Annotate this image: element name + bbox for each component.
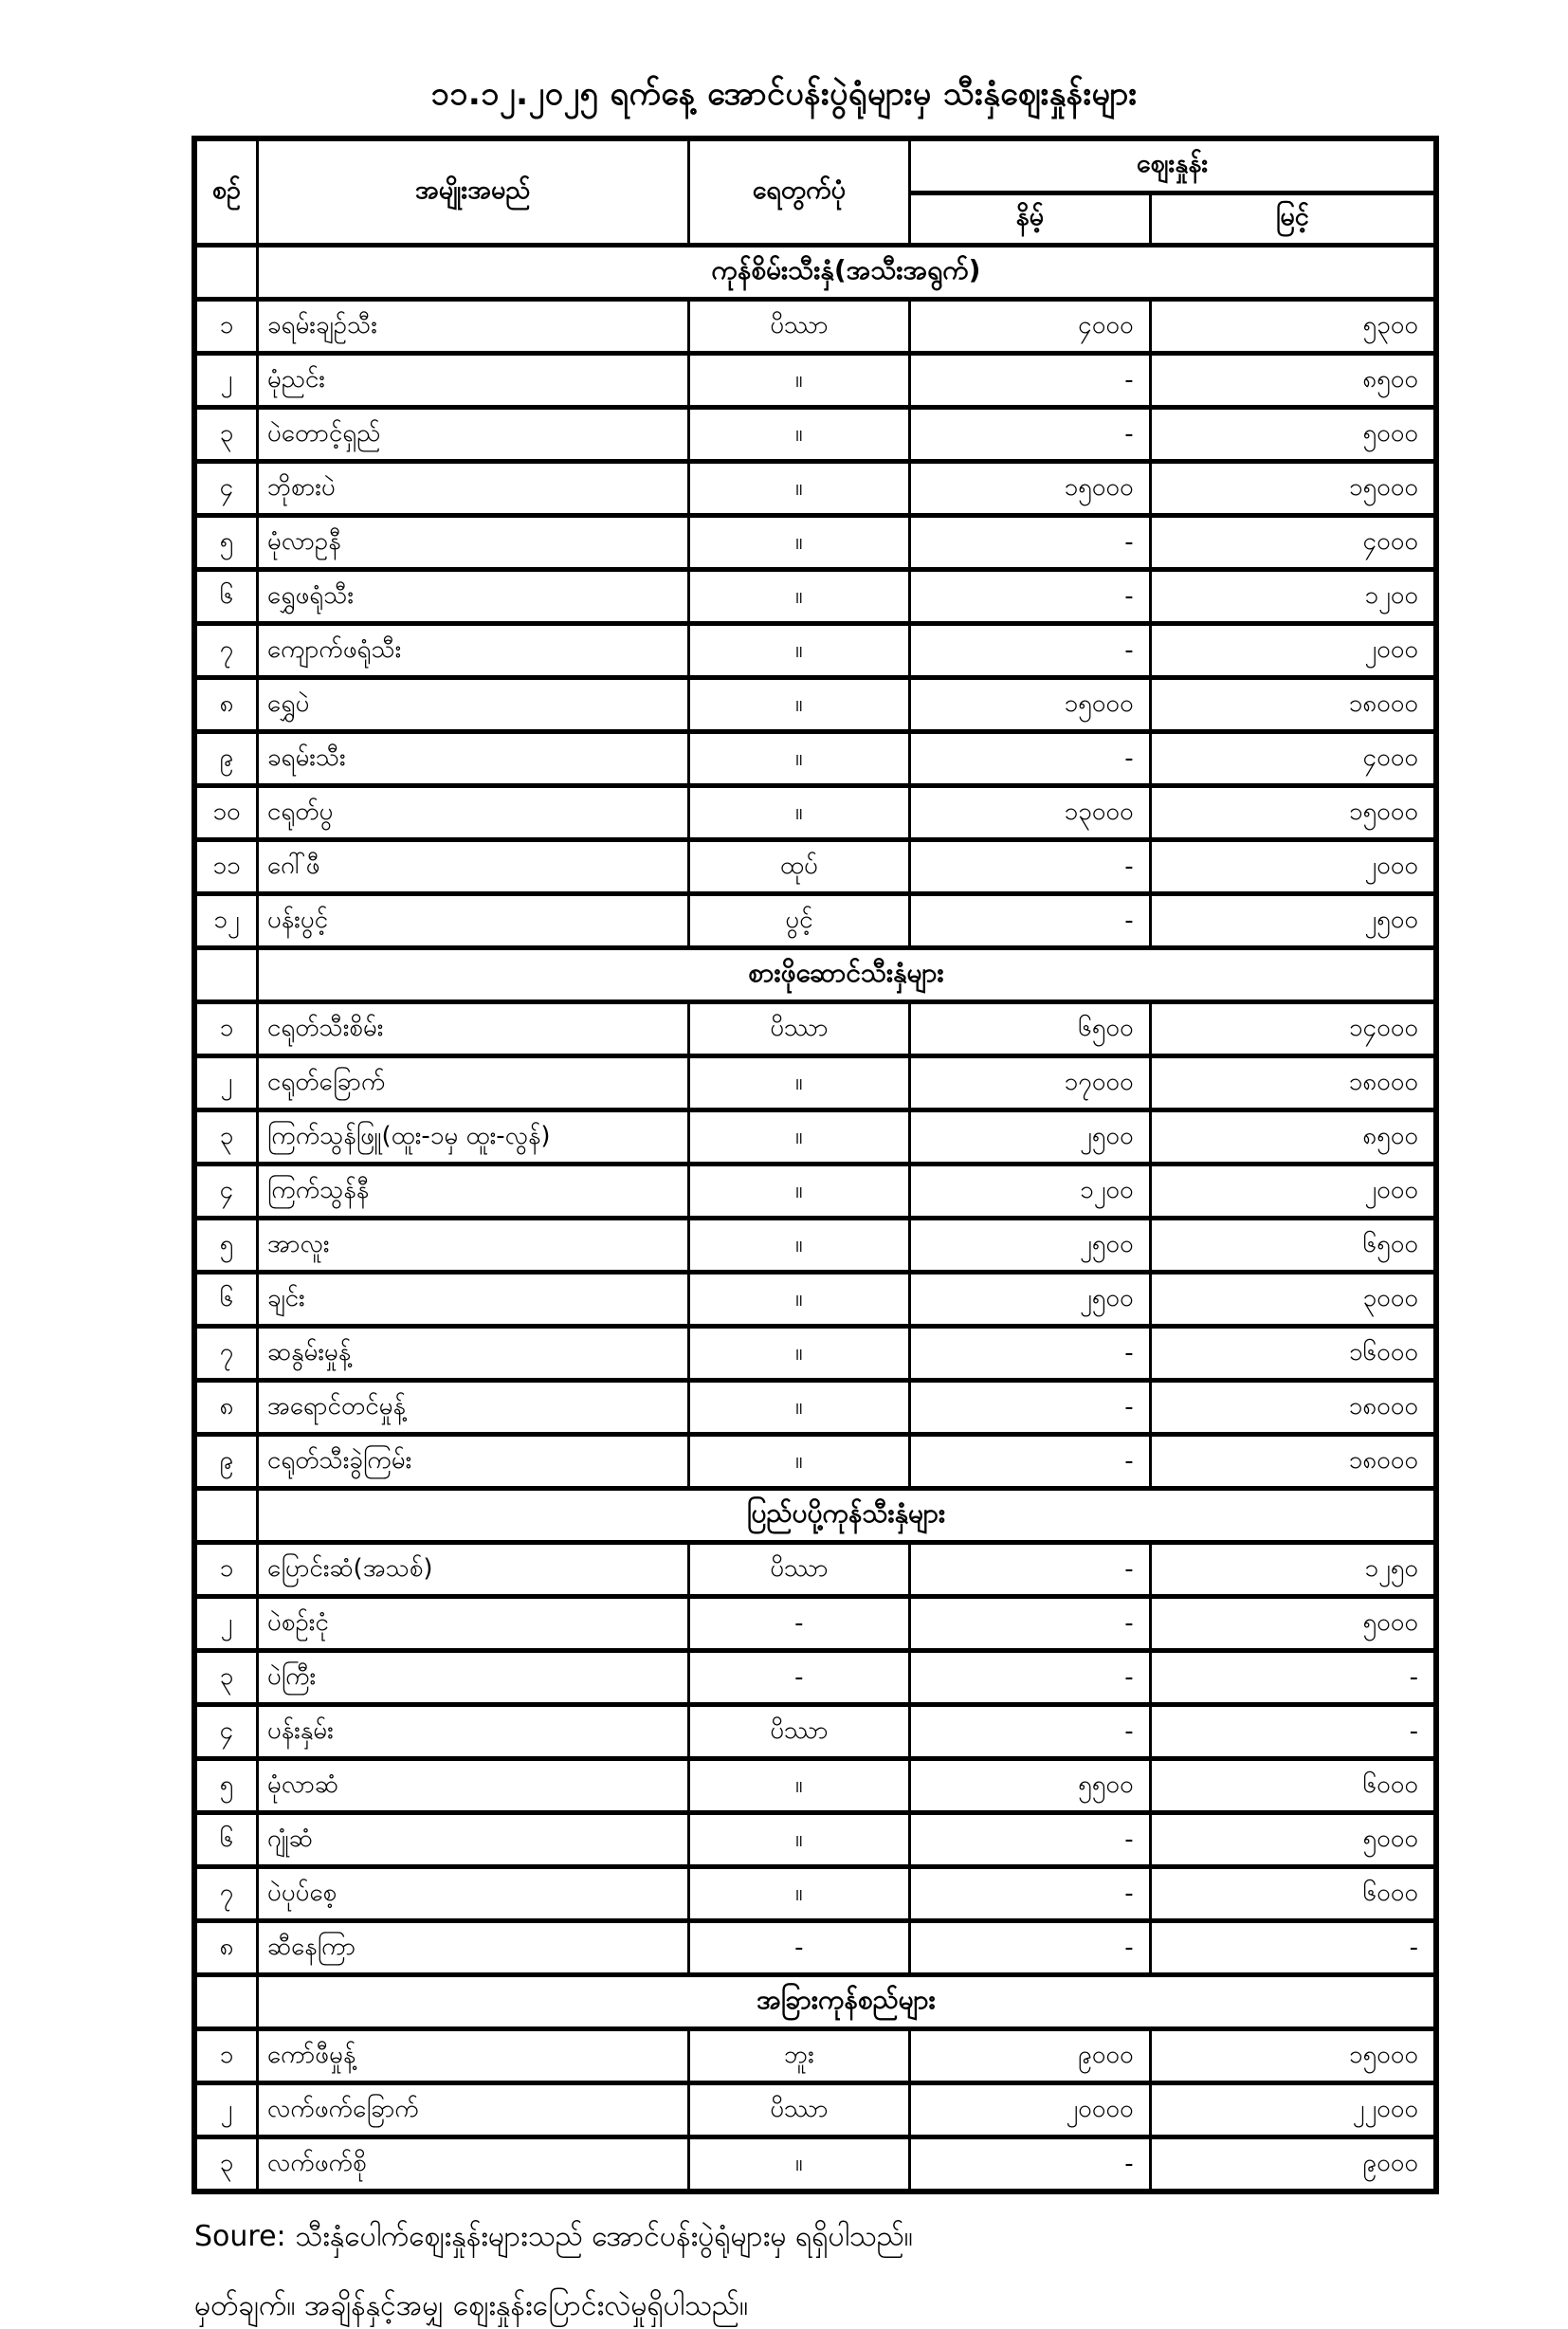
cell-no: ၅ bbox=[194, 1759, 257, 1813]
cell-high: ၂၀၀၀ bbox=[1150, 1164, 1436, 1219]
cell-name: ငရုတ်ပွ bbox=[257, 786, 688, 840]
cell-unit: ။ bbox=[688, 1110, 909, 1164]
cell-low: - bbox=[910, 1543, 1151, 1597]
column-header-price: ဈေးနှုန်း bbox=[910, 138, 1436, 193]
table-header bbox=[194, 138, 1436, 246]
table-row bbox=[194, 1056, 1436, 1110]
table-row bbox=[194, 1597, 1436, 1651]
cell-no: ၅ bbox=[194, 1219, 257, 1273]
section-title: အခြားကုန်စည်များ bbox=[257, 1975, 1436, 2029]
column-header-unit: ရေတွက်ပုံ bbox=[688, 138, 909, 246]
table-row bbox=[194, 408, 1436, 462]
page-title: ၁၁.၁၂.၂၀၂၅ ရက်နေ့ အောင်ပန်းပွဲရုံများမှ သီးနှံဈေးနှုန်းများ bbox=[430, 75, 1138, 113]
cell-low: ၁၂၀၀ bbox=[910, 1164, 1151, 1219]
cell-unit: ။ bbox=[688, 1219, 909, 1273]
cell-no: ၅ bbox=[194, 516, 257, 570]
cell-unit: ။ bbox=[688, 1273, 909, 1327]
cell-unit: ။ bbox=[688, 462, 909, 516]
cell-name: ကျောက်ဖရုံသီး bbox=[257, 624, 688, 678]
table-row bbox=[194, 1921, 1436, 1975]
table-row bbox=[194, 354, 1436, 408]
table-row bbox=[194, 570, 1436, 624]
cell-high: - bbox=[1150, 1651, 1436, 1705]
cell-no: ၁၁ bbox=[194, 840, 257, 894]
cell-no: ၃ bbox=[194, 1651, 257, 1705]
cell-unit: ။ bbox=[688, 1056, 909, 1110]
cell-unit: ။ bbox=[688, 624, 909, 678]
section-header-row bbox=[194, 948, 1436, 1002]
cell-name: အရောင်တင်မှုန့် bbox=[257, 1381, 688, 1435]
column-header-low: နိမ့် bbox=[910, 193, 1151, 246]
table-row bbox=[194, 1867, 1436, 1921]
cell-high: ၁၂၅၀ bbox=[1150, 1543, 1436, 1597]
table-row bbox=[194, 786, 1436, 840]
table-row bbox=[194, 2029, 1436, 2083]
cell-high: ၁၈၀၀၀ bbox=[1150, 1056, 1436, 1110]
cell-name: ဆနွမ်းမှုန့် bbox=[257, 1327, 688, 1381]
cell-name: ကြက်သွန်နီ bbox=[257, 1164, 688, 1219]
table-row bbox=[194, 624, 1436, 678]
cell-unit: ။ bbox=[688, 1813, 909, 1867]
cell-low: - bbox=[910, 1435, 1151, 1489]
cell-high: ၉၀၀၀ bbox=[1150, 2137, 1436, 2192]
cell-low: ၂၅၀၀ bbox=[910, 1110, 1151, 1164]
cell-unit: ။ bbox=[688, 1759, 909, 1813]
cell-no: ၁ bbox=[194, 1543, 257, 1597]
cell-high: ၅၀၀၀ bbox=[1150, 1813, 1436, 1867]
cell-name: ကော်ဖီမှုန့် bbox=[257, 2029, 688, 2083]
cell-unit: ။ bbox=[688, 2137, 909, 2192]
cell-low: - bbox=[910, 1651, 1151, 1705]
cell-unit: ပွင့် bbox=[688, 894, 909, 948]
table-row bbox=[194, 894, 1436, 948]
table-row bbox=[194, 678, 1436, 732]
section-no-cell bbox=[194, 1489, 257, 1543]
cell-low: - bbox=[910, 2137, 1151, 2192]
cell-no: ၆ bbox=[194, 1273, 257, 1327]
cell-no: ၃ bbox=[194, 408, 257, 462]
cell-low: - bbox=[910, 1813, 1151, 1867]
table-row bbox=[194, 840, 1436, 894]
cell-unit: ပိဿာ bbox=[688, 300, 909, 354]
cell-name: ကြက်သွန်ဖြူ(ထူး-၁မှ ထူး-လွန်) bbox=[257, 1110, 688, 1164]
section-title: ပြည်ပပို့ကုန်သီးနှံများ bbox=[257, 1489, 1436, 1543]
cell-low: - bbox=[910, 570, 1151, 624]
cell-name: ပြောင်းဆံ(အသစ်) bbox=[257, 1543, 688, 1597]
table-row bbox=[194, 300, 1436, 354]
cell-low: - bbox=[910, 1381, 1151, 1435]
cell-no: ၈ bbox=[194, 1921, 257, 1975]
cell-unit: ပိဿာ bbox=[688, 1002, 909, 1056]
table-row bbox=[194, 1327, 1436, 1381]
table-row bbox=[194, 1813, 1436, 1867]
cell-no: ၇ bbox=[194, 1867, 257, 1921]
cell-low: ၁၅၀၀၀ bbox=[910, 678, 1151, 732]
cell-low: - bbox=[910, 732, 1151, 786]
cell-low: - bbox=[910, 1597, 1151, 1651]
cell-name: ချင်း bbox=[257, 1273, 688, 1327]
cell-no: ၄ bbox=[194, 1164, 257, 1219]
cell-high: ၁၅၀၀၀ bbox=[1150, 786, 1436, 840]
cell-low: ၉၀၀၀ bbox=[910, 2029, 1151, 2083]
table-row bbox=[194, 2083, 1436, 2137]
cell-high: ၆၀၀၀ bbox=[1150, 1867, 1436, 1921]
cell-no: ၃ bbox=[194, 2137, 257, 2192]
cell-unit: ပိဿာ bbox=[688, 1543, 909, 1597]
cell-low: - bbox=[910, 408, 1151, 462]
column-header-no: စဉ် bbox=[194, 138, 257, 246]
cell-no: ၃ bbox=[194, 1110, 257, 1164]
cell-no: ၄ bbox=[194, 1705, 257, 1759]
cell-unit: - bbox=[688, 1921, 909, 1975]
cell-no: ၁၂ bbox=[194, 894, 257, 948]
section-header-row bbox=[194, 246, 1436, 300]
cell-high: - bbox=[1150, 1705, 1436, 1759]
table-body bbox=[194, 246, 1436, 2192]
cell-low: ၂၅၀၀ bbox=[910, 1219, 1151, 1273]
cell-high: ၆၅၀၀ bbox=[1150, 1219, 1436, 1273]
table-row bbox=[194, 1164, 1436, 1219]
cell-low: - bbox=[910, 516, 1151, 570]
cell-name: ပဲပုပ်စေ့ bbox=[257, 1867, 688, 1921]
cell-no: ၄ bbox=[194, 462, 257, 516]
cell-high: ၃၀၀၀ bbox=[1150, 1273, 1436, 1327]
cell-high: ၁၂၀၀ bbox=[1150, 570, 1436, 624]
cell-high: ၈၅၀၀ bbox=[1150, 354, 1436, 408]
section-header-row bbox=[194, 1975, 1436, 2029]
cell-name: ငရုတ်သီးစိမ်း bbox=[257, 1002, 688, 1056]
cell-high: ၁၄၀၀၀ bbox=[1150, 1002, 1436, 1056]
section-no-cell bbox=[194, 948, 257, 1002]
cell-name: မုံလာဥနီ bbox=[257, 516, 688, 570]
crop-price-table bbox=[191, 136, 1439, 2194]
cell-name: ပန်းပွင့် bbox=[257, 894, 688, 948]
cell-unit: ပိဿာ bbox=[688, 2083, 909, 2137]
cell-no: ၁ bbox=[194, 300, 257, 354]
table-row bbox=[194, 2137, 1436, 2192]
cell-high: ၁၅၀၀၀ bbox=[1150, 462, 1436, 516]
cell-high: ၆၀၀၀ bbox=[1150, 1759, 1436, 1813]
cell-unit: ။ bbox=[688, 1867, 909, 1921]
table-row bbox=[194, 732, 1436, 786]
cell-low: - bbox=[910, 624, 1151, 678]
cell-low: - bbox=[910, 354, 1151, 408]
cell-name: မုံညင်း bbox=[257, 354, 688, 408]
cell-no: ၇ bbox=[194, 624, 257, 678]
cell-high: ၅၀၀၀ bbox=[1150, 1597, 1436, 1651]
cell-unit: ဘူး bbox=[688, 2029, 909, 2083]
cell-unit: ။ bbox=[688, 1164, 909, 1219]
cell-unit: - bbox=[688, 1597, 909, 1651]
cell-name: အာလူး bbox=[257, 1219, 688, 1273]
cell-no: ၁ bbox=[194, 1002, 257, 1056]
section-title: ကုန်စိမ်းသီးနှံ(အသီးအရွက်) bbox=[257, 246, 1436, 300]
cell-name: ဆီနေကြာ bbox=[257, 1921, 688, 1975]
cell-no: ၈ bbox=[194, 678, 257, 732]
cell-name: ရွှေပဲ bbox=[257, 678, 688, 732]
cell-low: - bbox=[910, 1705, 1151, 1759]
cell-name: ရွှေဖရုံသီး bbox=[257, 570, 688, 624]
table-row bbox=[194, 1381, 1436, 1435]
footer bbox=[194, 2217, 1568, 2329]
remark-note: မှတ်ချက်။ အချိန်နှင့်အမျှ ဈေးနှုန်းပြောင်းလဲမှုရှိပါသည်။ bbox=[194, 2289, 749, 2322]
cell-low: ၁၃၀၀၀ bbox=[910, 786, 1151, 840]
cell-low: ၆၅၀၀ bbox=[910, 1002, 1151, 1056]
cell-low: - bbox=[910, 1867, 1151, 1921]
cell-name: ပဲတောင့်ရှည် bbox=[257, 408, 688, 462]
cell-high: ၄၀၀၀ bbox=[1150, 732, 1436, 786]
cell-name: ပန်းနှမ်း bbox=[257, 1705, 688, 1759]
table-row bbox=[194, 1705, 1436, 1759]
cell-name: ပဲစဉ်းငုံ bbox=[257, 1597, 688, 1651]
cell-unit: ။ bbox=[688, 408, 909, 462]
cell-no: ၂ bbox=[194, 354, 257, 408]
cell-low: ၂၀၀၀၀ bbox=[910, 2083, 1151, 2137]
cell-unit: ။ bbox=[688, 1381, 909, 1435]
table-row bbox=[194, 1002, 1436, 1056]
table-row bbox=[194, 516, 1436, 570]
table-row bbox=[194, 1219, 1436, 1273]
cell-low: ၅၅၀၀ bbox=[910, 1759, 1151, 1813]
table-row bbox=[194, 1543, 1436, 1597]
cell-high: ၂၅၀၀ bbox=[1150, 894, 1436, 948]
cell-no: ၇ bbox=[194, 1327, 257, 1381]
cell-no: ၂ bbox=[194, 2083, 257, 2137]
cell-no: ၆ bbox=[194, 1813, 257, 1867]
cell-no: ၉ bbox=[194, 732, 257, 786]
cell-low: - bbox=[910, 894, 1151, 948]
table-row bbox=[194, 1110, 1436, 1164]
table-row bbox=[194, 1651, 1436, 1705]
cell-unit: ။ bbox=[688, 1435, 909, 1489]
cell-high: ၁၈၀၀၀ bbox=[1150, 1435, 1436, 1489]
cell-name: မုံလာဆံ bbox=[257, 1759, 688, 1813]
cell-unit: ။ bbox=[688, 1327, 909, 1381]
cell-high: ၁၆၀၀၀ bbox=[1150, 1327, 1436, 1381]
cell-unit: ပိဿာ bbox=[688, 1705, 909, 1759]
cell-no: ၆ bbox=[194, 570, 257, 624]
cell-name: လက်ဖက်ခြောက် bbox=[257, 2083, 688, 2137]
cell-high: ၂၂၀၀၀ bbox=[1150, 2083, 1436, 2137]
cell-name: ဂေါ်ဖီ bbox=[257, 840, 688, 894]
cell-high: ၂၀၀၀ bbox=[1150, 624, 1436, 678]
cell-no: ၁ bbox=[194, 2029, 257, 2083]
cell-high: ၁၅၀၀၀ bbox=[1150, 2029, 1436, 2083]
column-header-high: မြင့် bbox=[1150, 193, 1436, 246]
cell-unit: ထုပ် bbox=[688, 840, 909, 894]
column-header-name: အမျိုးအမည် bbox=[257, 138, 688, 246]
table-row bbox=[194, 1435, 1436, 1489]
table-row bbox=[194, 1759, 1436, 1813]
cell-name: ခရမ်းချဉ်သီး bbox=[257, 300, 688, 354]
cell-high: ၂၀၀၀ bbox=[1150, 840, 1436, 894]
cell-low: - bbox=[910, 1921, 1151, 1975]
cell-high: - bbox=[1150, 1921, 1436, 1975]
cell-unit: ။ bbox=[688, 570, 909, 624]
cell-low: ၄၀၀၀ bbox=[910, 300, 1151, 354]
cell-low: ၁၇၀၀၀ bbox=[910, 1056, 1151, 1110]
cell-low: ၁၅၀၀၀ bbox=[910, 462, 1151, 516]
section-title: စားဖိုဆောင်သီးနှံများ bbox=[257, 948, 1436, 1002]
cell-low: - bbox=[910, 840, 1151, 894]
cell-unit: ။ bbox=[688, 516, 909, 570]
cell-name: ငရုတ်သီးခွဲကြမ်း bbox=[257, 1435, 688, 1489]
section-no-cell bbox=[194, 246, 257, 300]
table-row bbox=[194, 1273, 1436, 1327]
cell-low: ၂၅၀၀ bbox=[910, 1273, 1151, 1327]
cell-high: ၁၈၀၀၀ bbox=[1150, 678, 1436, 732]
cell-name: ခရမ်းသီး bbox=[257, 732, 688, 786]
cell-unit: - bbox=[688, 1651, 909, 1705]
source-note: Soure: သီးနှံပေါက်ဈေးနှုန်းများသည် အောင်ပန်းပွဲရုံများမှ ရရှိပါသည်။ bbox=[194, 2220, 913, 2253]
cell-no: ၂ bbox=[194, 1056, 257, 1110]
cell-name: ပဲကြီး bbox=[257, 1651, 688, 1705]
cell-high: ၄၀၀၀ bbox=[1150, 516, 1436, 570]
cell-name: လက်ဖက်စို bbox=[257, 2137, 688, 2192]
cell-name: ငရုတ်ခြောက် bbox=[257, 1056, 688, 1110]
cell-no: ၉ bbox=[194, 1435, 257, 1489]
cell-unit: ။ bbox=[688, 732, 909, 786]
cell-high: ၅၃၀၀ bbox=[1150, 300, 1436, 354]
section-no-cell bbox=[194, 1975, 257, 2029]
cell-high: ၈၅၀၀ bbox=[1150, 1110, 1436, 1164]
cell-low: - bbox=[910, 1327, 1151, 1381]
cell-high: ၅၀၀၀ bbox=[1150, 408, 1436, 462]
table-row bbox=[194, 462, 1436, 516]
cell-name: ဂျုံဆံ bbox=[257, 1813, 688, 1867]
cell-no: ၂ bbox=[194, 1597, 257, 1651]
cell-unit: ။ bbox=[688, 678, 909, 732]
cell-high: ၁၈၀၀၀ bbox=[1150, 1381, 1436, 1435]
cell-no: ၁၀ bbox=[194, 786, 257, 840]
cell-no: ၈ bbox=[194, 1381, 257, 1435]
cell-unit: ။ bbox=[688, 786, 909, 840]
section-header-row bbox=[194, 1489, 1436, 1543]
cell-unit: ။ bbox=[688, 354, 909, 408]
cell-name: ဘိုစားပဲ bbox=[257, 462, 688, 516]
